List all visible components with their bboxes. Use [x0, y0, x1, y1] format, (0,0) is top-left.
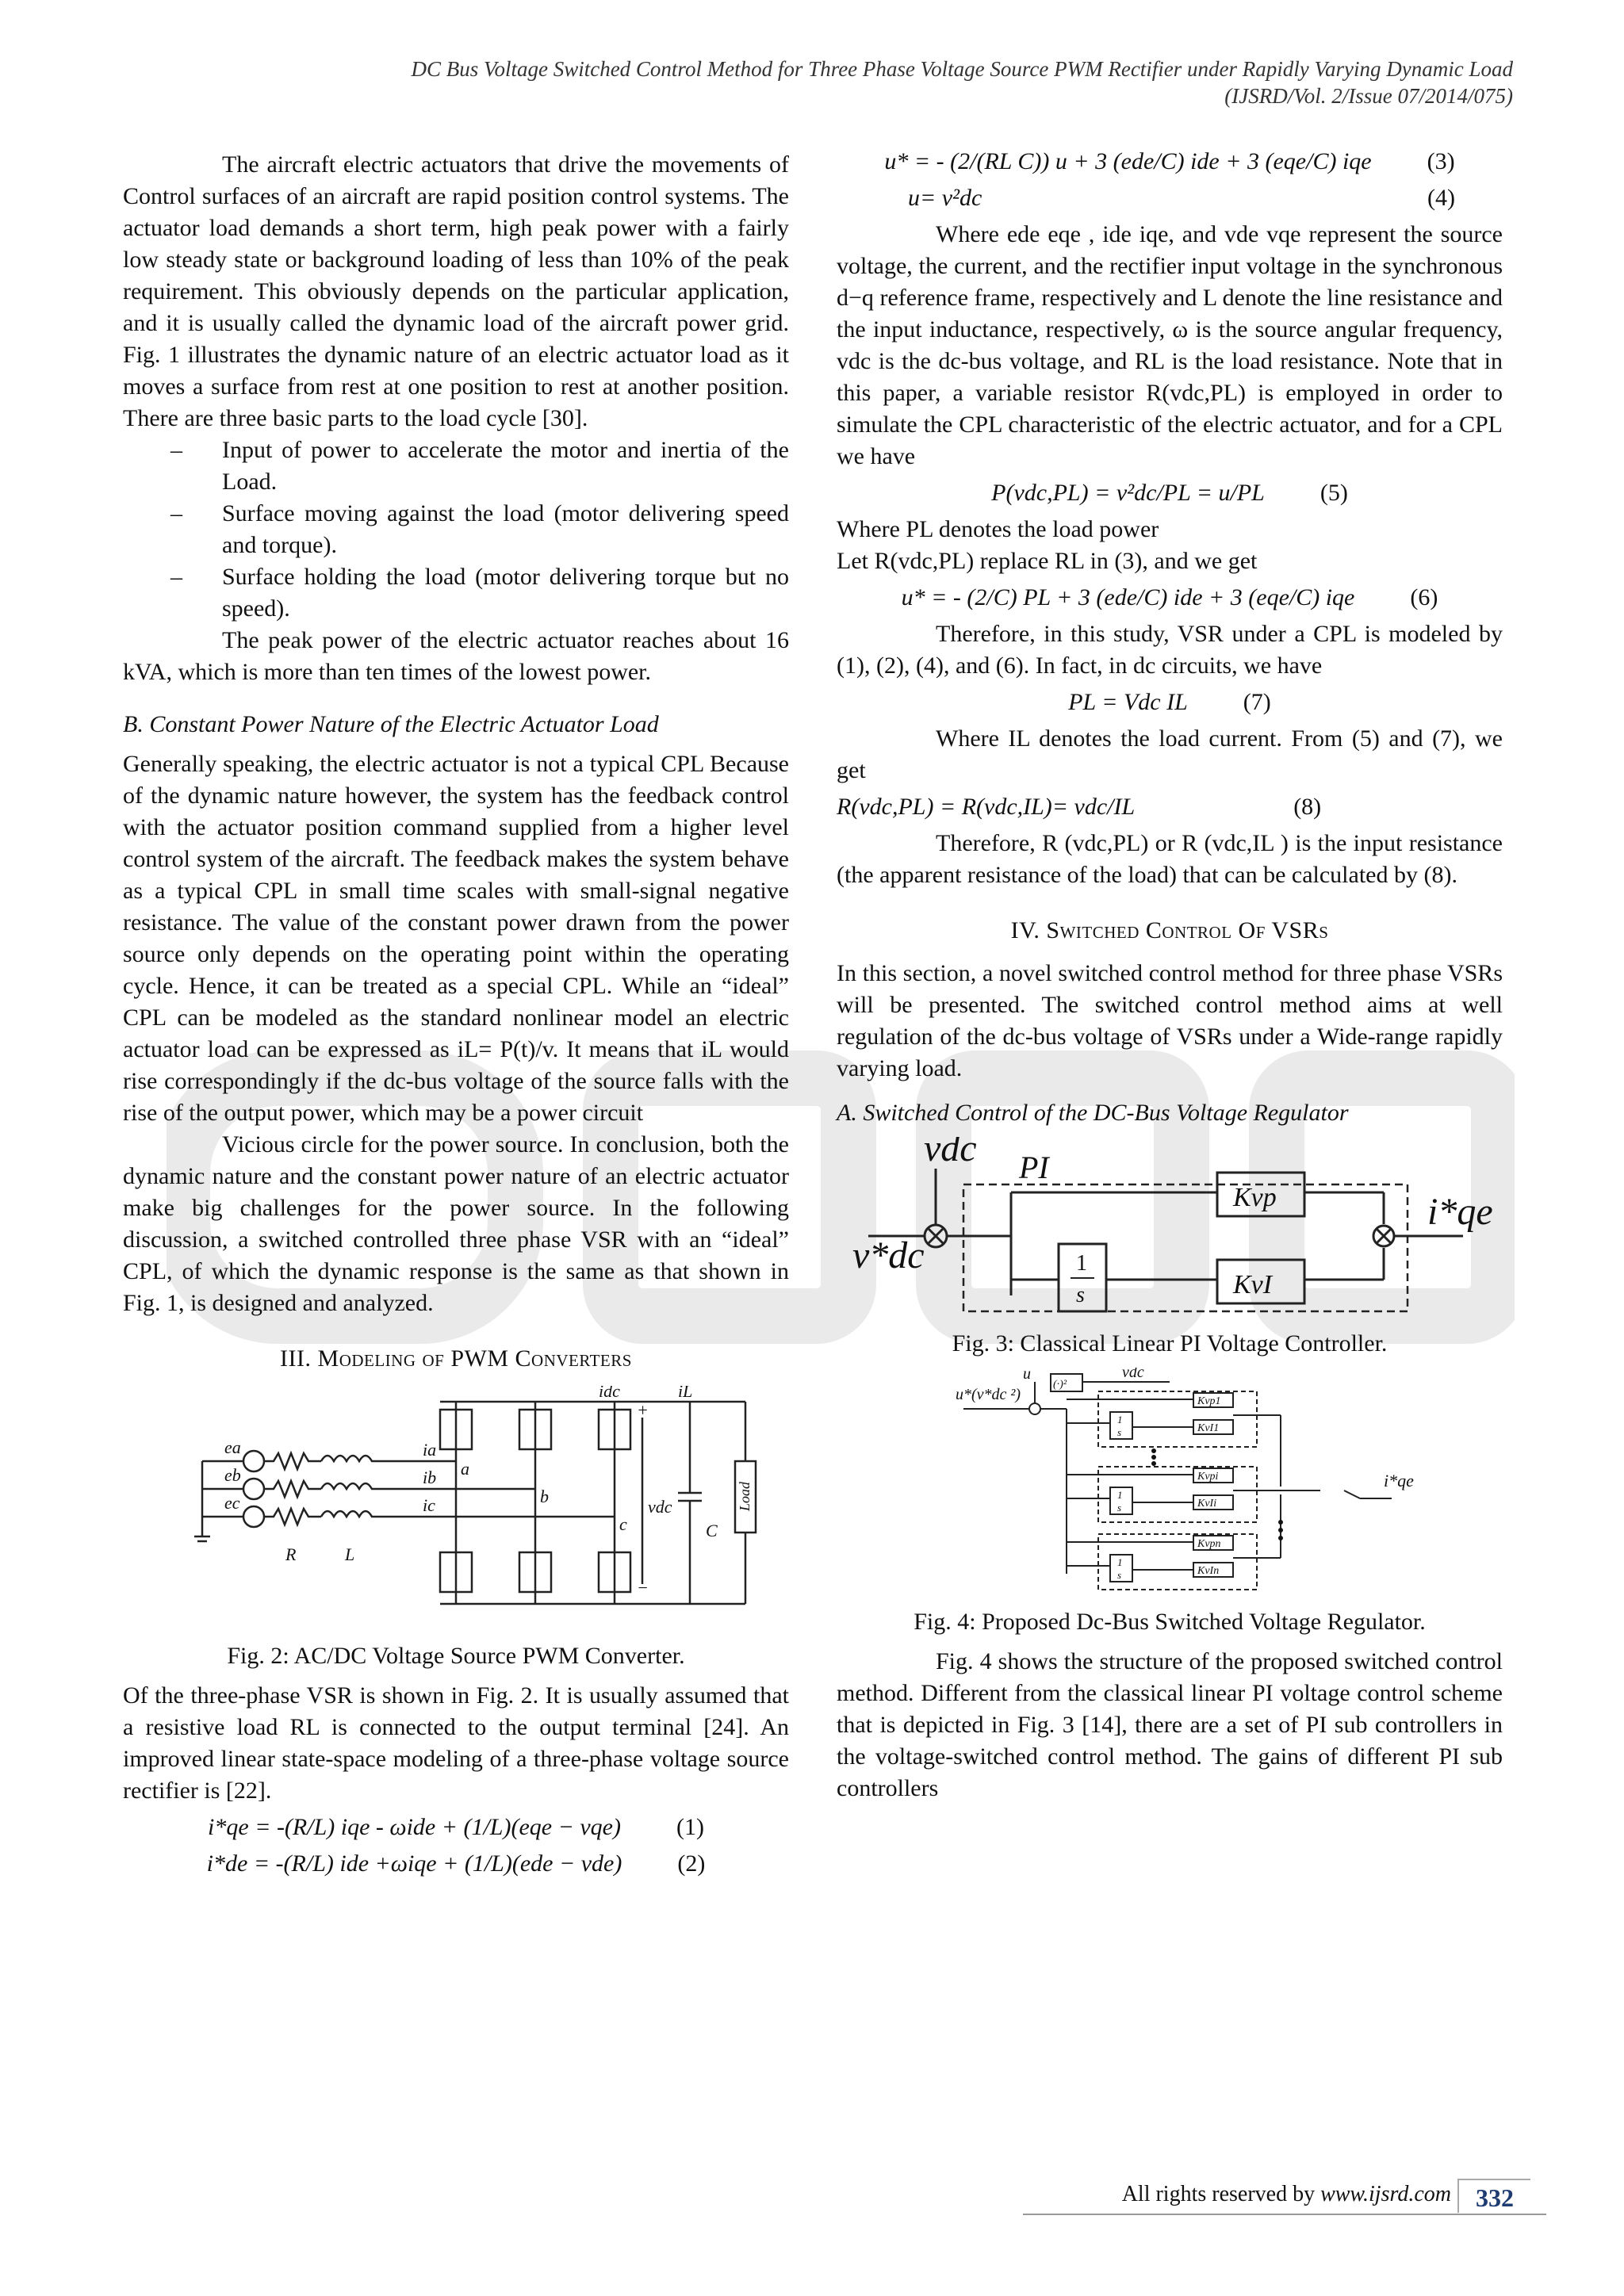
iqe-ref-output-label: i*qe: [1427, 1191, 1493, 1233]
fig4-int3-den: s: [1117, 1569, 1122, 1581]
load-cycle-list: [123, 434, 789, 625]
right-column: [837, 141, 1503, 1804]
paragraph-state-space: Of the three-phase VSR is shown in Fig. 2. It is usually assumed that a resistive load RL is connected to the output terminal [24]. An improved linear state-space modeling of a three-phase voltage source rectifier is [22].: [123, 1682, 789, 1804]
paragraph-cpl: Generally speaking, the electric actuator is not a typical CPL Because of the dynamic nature however, the system has the feedback control with the actuator position command supplied from a higher level control system of the aircraft. The feedback makes the system behave as a typical CPL in small time scales with small-signal negative resistance. The value of the constant power drawn from the power source only depends on the operating point within the operating cycle. Hence, it can be treated as a special CPL. While an “ideal” CPL can be modeled as the standard nonlinear model an electric actuator load can be expressed as iL= P(t)/v. It means that iL would rise correspondingly if the dc-bus voltage of the source falls with the rise of the output power, which may be a power circuit: [123, 751, 789, 1126]
kvp-gain-label: Kvp: [1233, 1183, 1277, 1212]
fig4-kvpi: Kvpi: [1197, 1471, 1219, 1483]
fig4-int2-num: 1: [1117, 1489, 1123, 1501]
node-a-label: a: [461, 1459, 469, 1479]
footer-rule: [1023, 2214, 1546, 2215]
left-column: [123, 149, 789, 1885]
page-footer: [1023, 2179, 1546, 2215]
ic-label: ic: [423, 1495, 435, 1515]
integrator-numerator: 1: [1076, 1251, 1087, 1276]
page-number: 332: [1457, 2179, 1530, 2213]
paragraph-variables: Where ede eqe , ide iqe, and vde vqe represent the source voltage, the current, and the rectifier input voltage in the synchronous d−q reference frame, respectively and L denote the line resistance and the input inductance, respectively, ω is the source angular frequency, vdc is the dc-bus voltage, and RL is the load resistance. Note that in this paper, a variable resistor R(vdc,PL) is employed in order to simulate the CPL characteristic of the electric actuator, and for a CPL we have: [837, 221, 1503, 469]
equation-3: u* = - (2/(RL C)) u + 3 (ede/C) ide + 3 (eqe/C) iqe (3): [884, 148, 1455, 174]
figure-4-caption: Fig. 4: Proposed Dc-Bus Switched Voltage Regulator.: [914, 1609, 1426, 1635]
minus-sign: −: [637, 1578, 649, 1598]
idc-label: idc: [599, 1386, 620, 1401]
header-title: DC Bus Voltage Switched Control Method for Three Phase Voltage Source PWM Rectifier under Rapidly Varying Dynamic Load: [411, 57, 1513, 81]
equation-1: i*qe = -(R/L) iqe - ωide + (1/L)(eqe − vqe) (1): [208, 1814, 704, 1840]
subsection-heading-a: A. Switched Control of the DC-Bus Voltage Regulator: [837, 1100, 1349, 1126]
paragraph-load-current: Where IL denotes the load current. From (5) and (7), we get: [837, 725, 1503, 783]
fig4-kvp1: Kvp1: [1197, 1395, 1221, 1407]
resistance-label: R: [285, 1544, 297, 1564]
fig4-int2-den: s: [1117, 1502, 1122, 1513]
website-link[interactable]: www.ijsrd.com: [1320, 2182, 1451, 2206]
vdc-input-label: vdc: [924, 1137, 977, 1169]
plus-sign: +: [637, 1400, 649, 1420]
equation-4: u= v²dc (4): [908, 185, 1455, 211]
eb-label: eb: [224, 1465, 241, 1485]
fig4-vdc-label: vdc: [1122, 1368, 1144, 1381]
ec-label: ec: [224, 1493, 240, 1513]
node-c-label: c: [619, 1514, 627, 1534]
fig4-kvii: KvIi: [1197, 1498, 1217, 1510]
equation-5: P(vdc,PL) = v²dc/PL = u/PL (5): [991, 480, 1348, 506]
il-label: iL: [678, 1386, 693, 1401]
vdc-ref-label: v*dc: [852, 1234, 925, 1276]
paragraph-model: Therefore, in this study, VSR under a CPL is modeled by (1), (2), (4), and (6). In fact, in dc circuits, we have: [837, 621, 1503, 679]
equation-6: u* = - (2/C) PL + 3 (ede/C) ide + 3 (eqe/C) iqe (6): [901, 584, 1438, 610]
pi-block-label: PI: [1019, 1150, 1049, 1185]
equation-2: i*de = -(R/L) ide +ωiqe + (1/L)(ede − vde) (2): [206, 1850, 706, 1877]
fig4-kvin: KvIn: [1197, 1565, 1220, 1577]
equation-7: PL = Vdc IL (7): [1068, 689, 1271, 715]
fig4-int3-num: 1: [1117, 1556, 1123, 1568]
pi-controller-diagram: [837, 1137, 1503, 1319]
list-item: – Input of power to accelerate the motor and inertia of the Load.: [170, 437, 789, 495]
ia-label: ia: [423, 1440, 437, 1460]
figure-2-caption: Fig. 2: AC/DC Voltage Source PWM Converter.: [227, 1643, 685, 1669]
fig4-u-ref-label: u*(v*dc ²): [956, 1386, 1021, 1403]
vdc-label: vdc: [648, 1497, 672, 1517]
list-item: – Surface moving against the load (motor delivering speed and torque).: [170, 500, 789, 558]
kvi-gain-label: KvI: [1233, 1270, 1273, 1299]
converter-circuit-diagram: [123, 1386, 789, 1624]
integrator-denominator: s: [1076, 1283, 1085, 1307]
fig4-square-block: (·)²: [1053, 1379, 1067, 1391]
paragraph-vicious-circle: Vicious circle for the power source. In conclusion, both the dynamic nature and the constant power nature of an electric actuator make big challenges for the power source. In the following discussion, a switched controlled three phase VSR with an “ideal” CPL, of which the dynamic response is the same as that shown in Fig. 1, is designed and analyzed.: [123, 1131, 789, 1316]
capacitor-label: C: [706, 1521, 718, 1540]
section-heading-iii: III. Modeling of PWM Converters: [280, 1345, 632, 1372]
paragraph-input-resistance: Therefore, R (vdc,PL) or R (vdc,IL ) is the input resistance (the apparent resistance of the load) that can be calculated by (8).: [837, 830, 1503, 888]
fig4-iqe-ref-label: i*qe: [1384, 1471, 1414, 1490]
list-item: – Surface holding the load (motor delivering torque but no speed).: [170, 564, 789, 622]
figure-4-switched-regulator: [837, 1368, 1503, 1638]
figure-2-converter: [123, 1386, 789, 1672]
ea-label: ea: [224, 1437, 241, 1457]
paragraph-peak-power: The peak power of the electric actuator reaches about 16 kVA, which is more than ten times of the lowest power.: [123, 627, 789, 685]
fig4-u-label: u: [1023, 1368, 1031, 1383]
fig4-int1-den: s: [1117, 1426, 1122, 1438]
node-b-label: b: [540, 1487, 549, 1506]
fig4-kvpn: Kvpn: [1197, 1538, 1221, 1550]
inductance-label: L: [345, 1544, 355, 1564]
running-header: [86, 55, 1513, 109]
fig4-int1-num: 1: [1117, 1414, 1123, 1425]
equation-8: R(vdc,PL) = R(vdc,IL)= vdc/IL (8): [837, 794, 1322, 820]
figure-3-pi-controller: [837, 1137, 1503, 1360]
paragraph-load-power: Where PL denotes the load power: [837, 516, 1159, 542]
load-label: Load: [737, 1481, 753, 1511]
copyright-notice: All rights reserved by www.ijsrd.com: [1121, 2182, 1451, 2206]
header-citation: (IJSRD/Vol. 2/Issue 07/2014/075): [1224, 84, 1513, 108]
section-heading-iv: IV. Switched Control Of VSRs: [1010, 917, 1329, 943]
switched-regulator-diagram: [837, 1368, 1503, 1598]
paragraph-replace: Let R(vdc,PL) replace RL in (3), and we get: [837, 548, 1258, 574]
figure-3-caption: Fig. 3: Classical Linear PI Voltage Controller.: [952, 1330, 1388, 1357]
paragraph-switched-intro: In this section, a novel switched control method for three phase VSRs will be presented. The switched control method aims at well regulation of the dc-bus voltage of VSRs under a Wide-range rapidly varying load.: [837, 960, 1503, 1081]
ib-label: ib: [423, 1468, 437, 1487]
subsection-heading-b: B. Constant Power Nature of the Electric Actuator Load: [123, 711, 659, 737]
paragraph-actuators: The aircraft electric actuators that drive the movements of Control surfaces of an aircraft are rapid position control systems. The actuator load demands a short term, high peak power with a fairly low steady state or background loading of less than 10% of the peak requirement. This obviously depends on the particular application, and it is usually called the dynamic load of the aircraft power grid. Fig. 1 illustrates the dynamic nature of an electric actuator load as it moves a surface from rest at one position to rest at another position. There are three basic parts to the load cycle [30].: [123, 151, 789, 431]
fig4-kvi1: KvI1: [1197, 1422, 1220, 1434]
paragraph-fig4-description: Fig. 4 shows the structure of the proposed switched control method. Different from the classical linear PI voltage control scheme that is depicted in Fig. 3 [14], there are a set of PI sub controllers in the voltage-switched control method. The gains of different PI sub controllers: [837, 1648, 1503, 1801]
